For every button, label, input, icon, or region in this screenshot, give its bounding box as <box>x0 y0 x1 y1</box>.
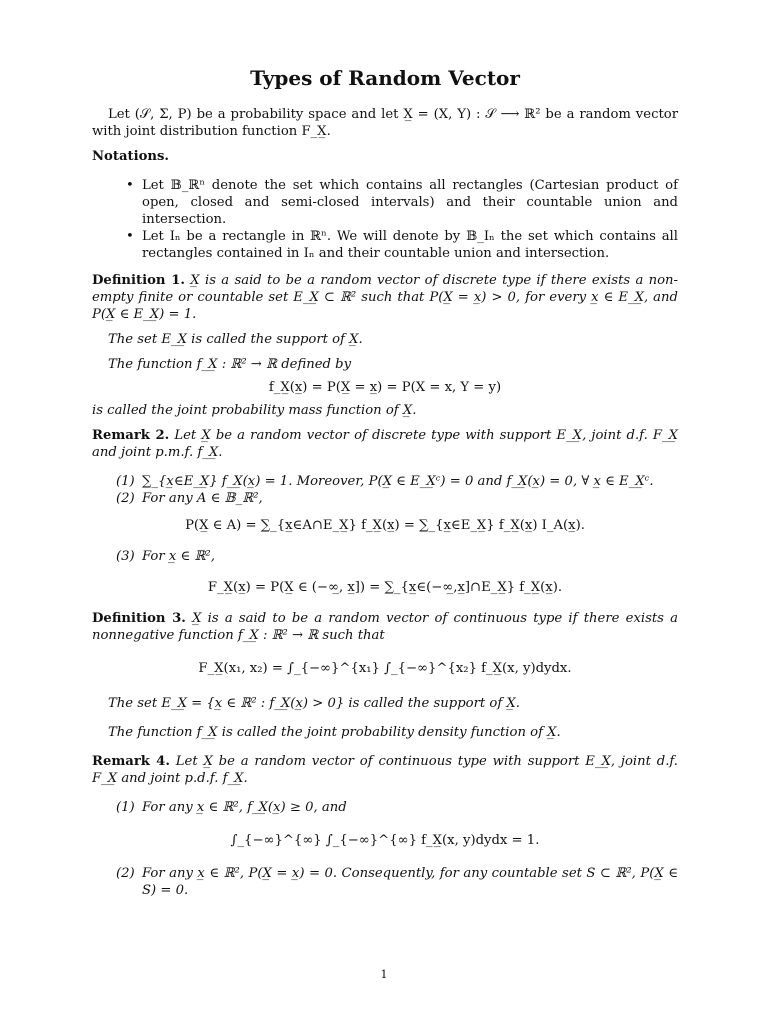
equation: F_X̲(x̲) = P(X̲ ∈ (−∞̲, x̲]) = ∑_{x̲∈(−∞̲,x̲]∩E_X̲} f_X̲(x̲). <box>207 580 563 595</box>
remark-text: Let X̲ be a random vector of continuous type with support E_X̲, joint d.f. F_X̲ and joint p.d.f. f_X̲. <box>92 754 678 786</box>
bullet-icon: • <box>126 229 134 244</box>
definition-1 <box>92 272 678 419</box>
notations-heading: Notations. <box>92 149 169 164</box>
document-page <box>92 60 678 899</box>
enum-item: (1) For any x̲ ∈ ℝ², f_X̲(x̲) ≥ 0, and <box>116 800 347 815</box>
remark-label: Remark 4. <box>92 754 170 769</box>
equation: f_X̲(x̲) = P(X̲ = x̲) = P(X = x, Y = y) <box>268 380 502 395</box>
enum-item: (1) ∑_{x̲∈E_X̲} f_X̲(x̲) = 1. Moreover, P(X̲ ∈ E_X̲ᶜ) = 0 and f_X̲(x̲) = 0, ∀ x̲ ∈ E_X̲ᶜ. <box>116 474 654 489</box>
page-number: 1 <box>380 968 388 981</box>
list-item: • Let 𝔹_ℝⁿ denote the set which contains all rectangles (Cartesian product of open, closed and semi-closed intervals) and their countable union and intersection. <box>126 178 678 227</box>
remark-2 <box>92 427 678 596</box>
equation: F_X̲(x₁, x₂) = ∫_{−∞}^{x₁} ∫_{−∞}^{x₂} f_X̲(x, y)dydx. <box>198 661 572 676</box>
definition-text: X̲ is a said to be a random vector of continuous type if there exists a nonnegative function f_X̲ : ℝ² → ℝ such that <box>92 611 678 643</box>
definition-3 <box>92 610 678 741</box>
definition-label: Definition 3. <box>92 611 186 626</box>
page-title: Types of Random Vector <box>250 66 520 90</box>
support-sentence: The set E_X̲ is called the support of X̲. <box>108 332 363 347</box>
remark-4 <box>92 753 678 899</box>
notations-list <box>92 177 678 262</box>
remark-label: Remark 2. <box>92 428 170 443</box>
enum-item: (2) For any x̲ ∈ ℝ², P(X̲ = x̲) = 0. Consequently, for any countable set S ⊂ ℝ², P(X̲ ∈ S) = 0. <box>116 866 678 898</box>
remark-text: Let X̲ be a random vector of discrete type with support E_X̲, joint d.f. F_X̲ and joint p.m.f. f_X̲. <box>92 428 679 460</box>
equation: P(X̲ ∈ A) = ∑_{x̲∈A∩E_X̲} f_X̲(x̲) = ∑_{x̲∈E_X̲} f_X̲(x̲) I_A(x̲). <box>185 518 585 533</box>
enum-item: (2) For any A ∈ 𝔹_ℝ², <box>116 491 263 506</box>
pmf-sentence: is called the joint probability mass function of X̲. <box>92 403 417 418</box>
definition-label: Definition 1. <box>92 273 185 288</box>
definition-text: X̲ is a said to be a random vector of discrete type if there exists a non-empty finite or countable set E_X̲ ⊂ ℝ² such that P(X̲ = x̲) > 0, for every x̲ ∈ E_X̲, and P(X̲ ∈ E_X̲) = 1. <box>92 273 679 322</box>
equation: ∫_{−∞}^{∞} ∫_{−∞}^{∞} f_X̲(x, y)dydx = 1. <box>230 833 540 848</box>
intro-paragraph: Let (𝒮, Σ, P) be a probability space and let X̲ = (X, Y) : 𝒮 ⟶ ℝ² be a random vector with joint distribution function F_X̲. <box>92 107 678 139</box>
bullet-icon: • <box>126 178 134 193</box>
support-sentence: The set E_X̲ = {x̲ ∈ ℝ² : f_X̲(x̲) > 0} is called the support of X̲. <box>108 696 520 711</box>
enum-item: (3) For x̲ ∈ ℝ², <box>116 549 215 564</box>
list-item: • Let Iₙ be a rectangle in ℝⁿ. We will denote by 𝔹_Iₙ the set which contains all rectangles contained in Iₙ and their countable union and intersection. <box>126 229 678 261</box>
pdf-sentence: The function f_X̲ is called the joint probability density function of X̲. <box>108 725 561 740</box>
function-sentence: The function f_X̲ : ℝ² → ℝ defined by <box>108 357 352 372</box>
